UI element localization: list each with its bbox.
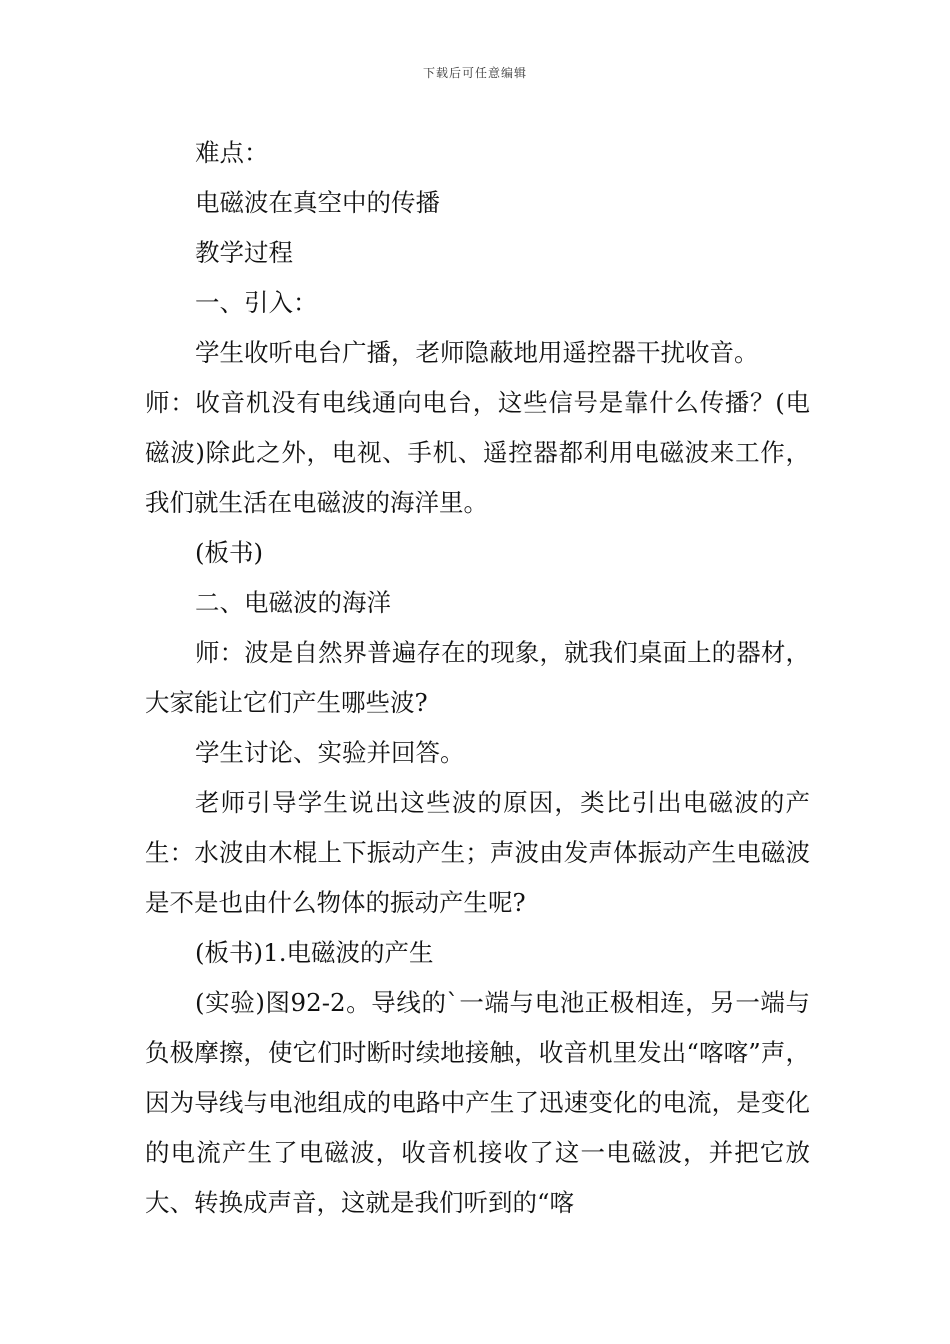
paragraph-experiment: (实验)图92-2。导线的`一端与电池正极相连，另一端与负极摩擦，使它们时断时续地接触，收音机里发出“喀喀”声，因为导线与电池组成的电路中产生了迅速变化的电流，是变化的电流产生了电磁波，收音机接收了这一电磁波，并把它放大、转换成声音，这就是我们听到的“喀: [145, 988, 810, 1217]
paragraph-difficulty-heading: 难点：: [195, 138, 269, 167]
paragraph-teacher-question: 师：收音机没有电线通向电台，这些信号是靠什么传播？(电磁波)除此之外，电视、手机、遥控器都利用电磁波来工作，我们就生活在电磁波的海洋里。: [145, 388, 810, 517]
document-body: [145, 128, 810, 1228]
paragraph-section-intro: 一、引入：: [195, 288, 318, 317]
paragraph-board-note: (板书): [195, 538, 264, 567]
paragraph-teaching-process: 教学过程: [195, 238, 293, 267]
paragraph-difficulty-content: 电磁波在真空中的传播: [195, 188, 440, 217]
paragraph-radio-activity: 学生收听电台广播，老师隐蔽地用遥控器干扰收音。: [195, 338, 759, 367]
paragraph-teacher-guide: 老师引导学生说出这些波的原因，类比引出电磁波的产生：水波由木棍上下振动产生；声波由发声体振动产生电磁波是不是也由什么物体的振动产生呢?: [145, 788, 810, 917]
paragraph-student-discussion: 学生讨论、实验并回答。: [195, 738, 465, 767]
page-header: 下载后可任意编辑: [422, 66, 527, 80]
paragraph-section-ocean: 二、电磁波的海洋: [195, 588, 391, 617]
paragraph-board-generation: (板书)1.电磁波的产生: [195, 938, 434, 967]
paragraph-teacher-waves: 师：波是自然界普遍存在的现象，就我们桌面上的器材，大家能让它们产生哪些波?: [145, 638, 810, 717]
